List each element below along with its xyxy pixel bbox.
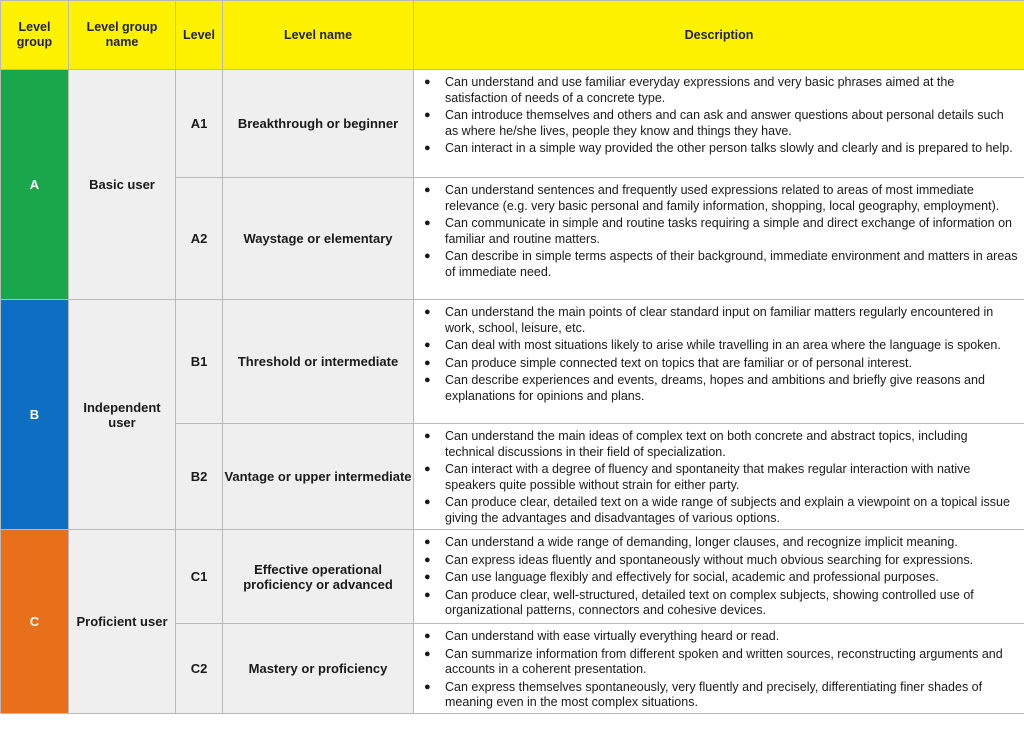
- list-item: ● Can understand the main ideas of complex text on both concrete and abstract topics, including technical discussions in their field of specialization.: [424, 429, 968, 459]
- header-level-group-name: Level group name: [69, 1, 176, 70]
- bullet-icon: ●: [424, 374, 431, 386]
- group-a-name: Basic user: [69, 70, 176, 300]
- bullet-icon: ●: [424, 217, 431, 229]
- list-item: ● Can interact with a degree of fluency and spontaneity that makes regular interaction with native speakers quite possible without strain for either party.: [424, 462, 971, 492]
- group-c-name: Proficient user: [69, 530, 176, 714]
- level-code-b1: B1: [176, 300, 223, 424]
- list-item: ● Can interact in a simple way provided the other person talks slowly and clearly and is prepared to help.: [424, 141, 1013, 155]
- bullet-icon: ●: [424, 496, 431, 508]
- level-name-b1: Threshold or intermediate: [223, 300, 414, 424]
- list-item: ● Can understand with ease virtually everything heard or read.: [424, 629, 780, 643]
- level-code-a2: A2: [176, 178, 223, 300]
- list-item: ● Can express themselves spontaneously, very fluently and precisely, differentiating finer shades of meaning even in the most complex situations.: [424, 679, 983, 709]
- group-a-cell: A: [1, 70, 69, 300]
- level-name-c2: Mastery or proficiency: [223, 624, 414, 714]
- description-a1: [414, 70, 1024, 178]
- header-description: Description: [414, 1, 1024, 70]
- bullet-icon: ●: [424, 571, 431, 583]
- header-row: [1, 1, 1024, 70]
- bullet-icon: ●: [424, 76, 431, 88]
- list-item: ● Can deal with most situations likely to arise while travelling in an area where the language is spoken.: [424, 338, 1001, 352]
- table-row: [1, 530, 1024, 624]
- list-item: ● Can produce clear, detailed text on a wide range of subjects and explain a viewpoint on a topical issue giving the advantages and disadvantages of various options.: [424, 495, 1010, 525]
- level-code-c2: C2: [176, 624, 223, 714]
- list-item: ● Can express ideas fluently and spontaneously without much obvious searching for expressions.: [424, 552, 974, 567]
- level-code-a1: A1: [176, 70, 223, 178]
- description-c1: [414, 530, 1024, 624]
- level-name-c1: Effective operational proficiency or advanced: [223, 530, 414, 624]
- list-item: ● Can understand sentences and frequently used expressions related to areas of most immediate relevance (e.g. very basic personal and family information, shopping, local geography, employment).: [424, 183, 1000, 213]
- header-level-name: Level name: [223, 1, 414, 70]
- list-item: ● Can describe in simple terms aspects of their background, immediate environment and matters in areas of immediate need.: [424, 249, 1018, 279]
- bullet-icon: ●: [424, 142, 431, 154]
- list-item: ● Can introduce themselves and others and can ask and answer questions about personal details such as where he/she lives, people they know and things they have.: [424, 108, 1004, 138]
- bullet-icon: ●: [424, 250, 431, 262]
- list-item: ● Can understand a wide range of demanding, longer clauses, and recognize implicit meaning.: [424, 535, 958, 549]
- list-item: ● Can describe experiences and events, dreams, hopes and ambitions and briefly give reasons and explanations for opinions and plans.: [424, 373, 985, 403]
- description-b1: [414, 300, 1024, 424]
- list-item: ● Can produce simple connected text on topics that are familiar or of personal interest.: [424, 355, 912, 370]
- bullet-icon: ●: [424, 184, 431, 196]
- header-level: Level: [176, 1, 223, 70]
- level-code-b2: B2: [176, 424, 223, 530]
- bullet-icon: ●: [424, 430, 431, 442]
- bullet-icon: ●: [424, 588, 431, 601]
- list-item: ● Can communicate in simple and routine tasks requiring a simple and direct exchange of information on familiar and routine matters.: [424, 216, 1012, 246]
- description-a2: [414, 178, 1024, 300]
- bullet-icon: ●: [424, 109, 431, 121]
- list-item: ● Can summarize information from different spoken and written sources, reconstructing arguments and accounts in a coherent presentation.: [424, 646, 1003, 676]
- description-b2: [414, 424, 1024, 530]
- bullet-icon: ●: [424, 630, 431, 642]
- level-name-b2: Vantage or upper intermediate: [223, 424, 414, 530]
- bullet-icon: ●: [424, 339, 431, 351]
- level-name-a1: Breakthrough or beginner: [223, 70, 414, 178]
- bullet-icon: ●: [424, 647, 431, 660]
- bullet-icon: ●: [424, 306, 431, 318]
- list-item: ● Can understand and use familiar everyday expressions and very basic phrases aimed at the satisfaction of needs of a concrete type.: [424, 75, 955, 105]
- list-item: ● Can produce clear, well-structured, detailed text on complex subjects, showing controlled use of organizational patterns, connectors and cohesive devices.: [424, 587, 974, 617]
- list-item: ● Can use language flexibly and effectively for social, academic and professional purposes.: [424, 570, 939, 584]
- group-b-name: Independent user: [69, 300, 176, 530]
- list-item: ● Can understand the main points of clear standard input on familiar matters regularly encountered in work, school, leisure, etc.: [424, 305, 994, 335]
- table-row: [1, 300, 1024, 424]
- bullet-icon: ●: [424, 553, 431, 566]
- description-c2: [414, 624, 1024, 714]
- bullet-icon: ●: [424, 536, 431, 548]
- header-level-group: Level group: [1, 1, 69, 70]
- table-row: [1, 70, 1024, 178]
- bullet-icon: ●: [424, 680, 431, 693]
- level-name-a2: Waystage or elementary: [223, 178, 414, 300]
- bullet-icon: ●: [424, 463, 431, 475]
- group-c-cell: C: [1, 530, 69, 714]
- bullet-icon: ●: [424, 356, 431, 369]
- level-code-c1: C1: [176, 530, 223, 624]
- group-b-cell: B: [1, 300, 69, 530]
